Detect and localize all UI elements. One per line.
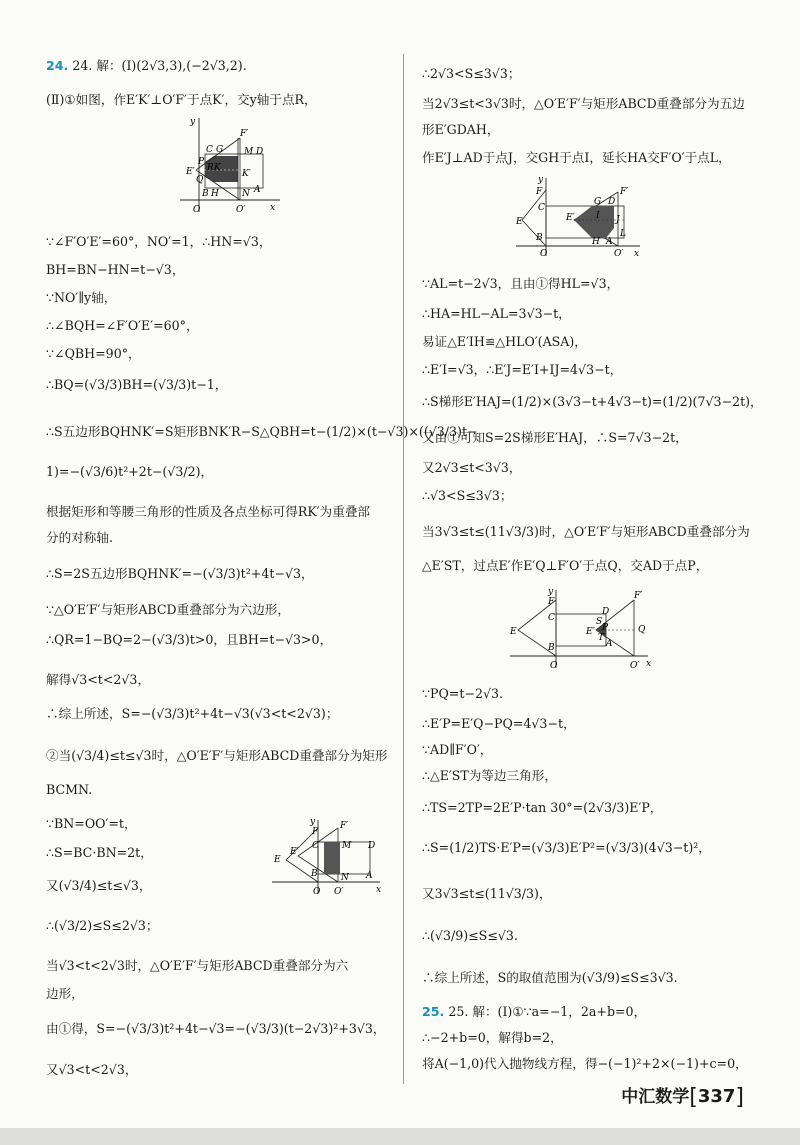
fig1-label-F-prime: F′ xyxy=(240,129,249,139)
right-line-25: ∴−2+b=0，解得b=2， xyxy=(422,1030,563,1045)
left-line-3: ∵∠F′O′E′=60°，NO′=1，∴HN=√3， xyxy=(46,234,272,249)
fig2-label-O: O xyxy=(313,887,321,897)
fig3-label-y: y xyxy=(538,175,544,185)
fig1-label-y: y xyxy=(190,117,196,127)
fig3-label-O-prime: O′ xyxy=(614,249,624,259)
fig1-label-O: O xyxy=(193,205,201,215)
fig1-label-A: A xyxy=(254,185,261,195)
left-line-25: 边形， xyxy=(46,986,84,1001)
fig4-label-x: x xyxy=(646,659,652,669)
fig3-label-C: C xyxy=(538,203,545,213)
left-line-27: 又√3<t<2√3， xyxy=(46,1062,138,1077)
fig4-label-F: F xyxy=(548,597,555,607)
q24-line-1: 24. 24. 解：(Ⅰ)(2√3,3),(−2√3,2). xyxy=(46,58,247,73)
fig1-label-K-prime: K′ xyxy=(242,169,251,179)
fig3-label-E: E xyxy=(516,217,523,227)
column-divider xyxy=(403,54,404,1084)
left-line-8: ∴BQ=(√3/3)BH=(√3/3)t−1， xyxy=(46,377,228,392)
fig3-label-x: x xyxy=(634,249,640,259)
fig4-label-O: O xyxy=(550,661,558,671)
fig2-label-E: E xyxy=(274,855,281,865)
fig1-label-M: M xyxy=(244,147,254,157)
right-line-4: 作E′J⊥AD于点J，交GH于点I，延长HA交F′O′于点L， xyxy=(422,150,731,165)
left-line-7: ∵∠QBH=90°， xyxy=(46,346,141,361)
bracket-right-icon: ] xyxy=(735,1085,744,1110)
fig2-label-E-prime: E′ xyxy=(290,847,299,857)
left-line-26: 由①得，S=−(√3/3)t²+4t−√3=−(√3/3)(t−2√3)²+3√3， xyxy=(46,1021,386,1036)
left-line-20: ∵BN=OO′=t， xyxy=(46,816,137,831)
right-line-18: ∴△E′ST为等边三角形， xyxy=(422,768,557,783)
fig3-label-B: B xyxy=(536,233,543,243)
fig1-label-O-prime: O′ xyxy=(236,205,246,215)
fig2-label-A: A xyxy=(366,871,373,881)
left-line-22: 又(√3/4)≤t≤√3， xyxy=(46,878,152,893)
right-line-20: ∴S=(1/2)TS·E′P=(√3/3)E′P²=(√3/3)(4√3−t)²， xyxy=(422,840,711,855)
fig4-label-D: D xyxy=(602,607,610,617)
fig1-label-P: P xyxy=(198,157,205,167)
right-line-21: 又3√3≤t≤(11√3/3)， xyxy=(422,886,552,901)
right-line-17: ∵AD∥F′O′， xyxy=(422,742,493,757)
fig3-label-H: H xyxy=(592,237,600,247)
fig2-label-B: B xyxy=(311,869,318,879)
right-line-14: △E′ST，过点E′作E′Q⊥F′O′于点Q，交AD于点P， xyxy=(422,558,709,573)
fig4-label-O-prime: O′ xyxy=(630,661,640,671)
fig4-label-B: B xyxy=(548,643,555,653)
fig1-label-x: x xyxy=(270,203,276,213)
fig3-label-I: I xyxy=(596,211,600,221)
fig3-label-F: F xyxy=(536,187,543,197)
left-line-13: ∴S=2S五边形BQHNK′=−(√3/3)t²+4t−√3， xyxy=(46,566,314,581)
right-line-22: ∴(√3/9)≤S≤√3. xyxy=(422,928,518,943)
left-line-17: ∴综上所述，S=−(√3/3)t²+4t−√3(√3<t<2√3)； xyxy=(46,706,339,721)
right-line-8: ∴E′I=√3，∴E′J=E′I+IJ=4√3−t， xyxy=(422,362,623,377)
fig1-label-G: G xyxy=(216,145,224,155)
fig2-label-F: F xyxy=(312,827,319,837)
fig1-label-K: K xyxy=(214,163,221,173)
left-line-2: (Ⅱ)①如图，作E′K′⊥O′F′于点K′，交y轴于点R， xyxy=(46,92,317,107)
fig4-label-A: A xyxy=(606,639,613,649)
left-line-4: BH=BN−HN=t−√3， xyxy=(46,262,185,277)
left-line-18: ②当(√3/4)≤t≤√3时，△O′E′F′与矩形ABCD重叠部分为矩形 xyxy=(46,748,388,763)
fig1-label-N: N xyxy=(242,189,250,199)
right-line-7: 易证△E′IH≌△HLO′(ASA)， xyxy=(422,334,587,349)
left-line-12: 分的对称轴. xyxy=(46,530,113,545)
figure-1 xyxy=(176,112,286,216)
fig3-label-L: L xyxy=(620,229,626,239)
left-line-5: ∵NO′∥y轴， xyxy=(46,290,117,305)
fig2-label-y: y xyxy=(310,817,316,827)
fig4-label-E-prime: E′ xyxy=(586,627,595,637)
fig4-label-Q: Q xyxy=(638,625,646,635)
left-line-21: ∴S=BC·BN=2t， xyxy=(46,845,153,860)
left-line-23: ∴(√3/2)≤S≤2√3； xyxy=(46,918,159,933)
fig1-label-B: B xyxy=(202,189,209,199)
fig4-label-y: y xyxy=(548,587,554,597)
fig4-label-T: T xyxy=(598,633,605,643)
figure-3 xyxy=(512,172,646,260)
fig3-label-D: D xyxy=(608,197,616,207)
fig2-label-O-prime: O′ xyxy=(334,887,344,897)
right-line-11: 又2√3≤t<3√3， xyxy=(422,460,522,475)
right-line-26: 将A(−1,0)代入抛物线方程，得−(−1)²+2×(−1)+c=0， xyxy=(422,1056,748,1071)
fig4-label-C: C xyxy=(548,613,555,623)
page-number: 337 xyxy=(697,1086,736,1107)
left-line-10: 1)=−(√3/6)t²+2t−(√3/2)， xyxy=(46,464,214,479)
page-footer xyxy=(621,1082,744,1110)
left-line-6: ∴∠BQH=∠F′O′E′=60°， xyxy=(46,318,199,333)
left-line-19: BCMN. xyxy=(46,782,93,797)
q24-number: 24. xyxy=(46,58,69,73)
fig2-label-x: x xyxy=(376,885,382,895)
fig3-label-F-prime: F′ xyxy=(620,187,629,197)
fig1-label-R: R xyxy=(207,163,214,173)
fig1-label-D: D xyxy=(256,147,264,157)
scan-bottom-edge xyxy=(0,1128,800,1145)
fig3-label-O: O xyxy=(540,249,548,259)
bracket-left-icon: [ xyxy=(689,1085,698,1110)
fig4-label-E: E xyxy=(510,627,517,637)
fig1-label-E-prime: E′ xyxy=(186,167,195,177)
right-line-19: ∴TS=2TP=2E′P·tan 30°=(2√3/3)E′P， xyxy=(422,800,663,815)
fig2-label-C: C xyxy=(312,841,319,851)
footer-brand: 中汇数学 xyxy=(621,1087,690,1107)
fig4-label-S: S xyxy=(596,617,603,627)
left-line-14: ∵△O′E′F′与矩形ABCD重叠部分为六边形， xyxy=(46,602,290,617)
fig3-label-G: G xyxy=(594,197,602,207)
left-line-24: 当√3<t<2√3时，△O′E′F′与矩形ABCD重叠部分为六 xyxy=(46,958,349,973)
fig2-label-M: M xyxy=(342,841,352,851)
q25-line-1: 25. 25. 解：(Ⅰ)①∵a=−1，2a+b=0， xyxy=(422,1004,647,1019)
fig4-label-P: P xyxy=(602,623,609,633)
right-line-5: ∵AL=t−2√3，且由①得HL=√3， xyxy=(422,276,620,291)
left-line-16: 解得√3<t<2√3， xyxy=(46,672,151,687)
fig2-label-F-prime: F′ xyxy=(340,821,349,831)
right-line-6: ∴HA=HL−AL=3√3−t， xyxy=(422,306,571,321)
fig4-label-F-prime: F′ xyxy=(634,591,643,601)
right-line-2: 当2√3≤t<3√3时，△O′E′F′与矩形ABCD重叠部分为五边 xyxy=(422,96,745,111)
right-line-12: ∴√3<S≤3√3； xyxy=(422,488,513,503)
figure-2 xyxy=(268,812,386,898)
left-line-9: ∴S五边形BQHNK′=S矩形BNK′R−S△QBH=t−(1/2)×(t−√3)×((√3/3)t− xyxy=(46,424,478,439)
right-line-10: 又由①可知S=2S梯形E′HAJ，∴S=7√3−2t， xyxy=(422,430,688,445)
left-line-11: 根据矩形和等腰三角形的性质及各点坐标可得RK′为重叠部 xyxy=(46,504,371,519)
right-line-13: 当3√3≤t≤(11√3/3)时，△O′E′F′与矩形ABCD重叠部分为 xyxy=(422,524,750,539)
fig1-label-C: C xyxy=(206,145,213,155)
fig2-label-D: D xyxy=(368,841,376,851)
right-line-1: ∴2√3<S≤3√3； xyxy=(422,66,521,81)
right-line-9: ∴S梯形E′HAJ=(1/2)×(3√3−t+4√3−t)=(1/2)(7√3−2t)， xyxy=(422,394,763,409)
fig3-label-A: A xyxy=(606,237,613,247)
fig1-label-H: H xyxy=(211,189,219,199)
figure-4 xyxy=(506,584,654,672)
fig1-label-Q: Q xyxy=(196,175,204,185)
right-line-15: ∵PQ=t−2√3. xyxy=(422,686,504,701)
right-line-3: 形E′GDAH， xyxy=(422,122,500,137)
fig2-label-N: N xyxy=(341,873,349,883)
right-line-23: ∴综上所述，S的取值范围为(√3/9)≤S≤3√3. xyxy=(422,970,678,985)
right-line-16: ∴E′P=E′Q−PQ=4√3−t， xyxy=(422,716,576,731)
fig3-label-J: J xyxy=(616,215,620,225)
left-line-15: ∴QR=1−BQ=2−(√3/3)t>0，且BH=t−√3>0， xyxy=(46,632,333,647)
fig3-label-E-prime: E′ xyxy=(566,213,575,223)
q25-number: 25. xyxy=(422,1004,445,1019)
